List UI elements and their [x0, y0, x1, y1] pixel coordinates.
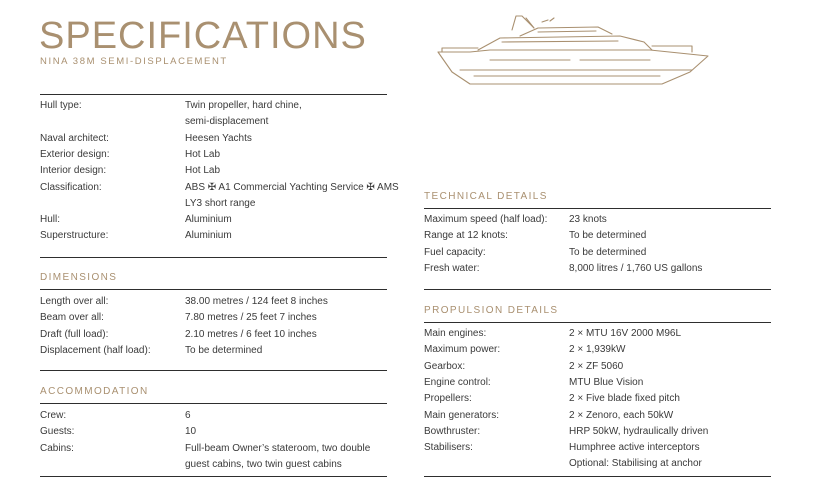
- spec-label: Naval architect:: [40, 132, 109, 144]
- spec-label: Maximum speed (half load):: [424, 214, 548, 225]
- spec-value: 38.00 metres / 124 feet 8 inches: [185, 296, 328, 307]
- spec-value: ABS ✠ A1 Commercial Yachting Service ✠ AMS: [185, 181, 399, 193]
- spec-value: 2 × ZF 5060: [569, 360, 624, 372]
- technical-heading: TECHNICAL DETAILS: [424, 191, 548, 202]
- spec-row: [424, 391, 774, 407]
- spec-value: Hot Lab: [185, 148, 221, 160]
- divider: [40, 370, 387, 371]
- accommodation-heading: ACCOMMODATION: [40, 386, 149, 397]
- spec-row: [424, 228, 774, 244]
- spec-label: Stabilisers:: [424, 442, 473, 454]
- spec-row: [40, 327, 390, 343]
- spec-label: Superstructure:: [40, 230, 109, 242]
- spec-row: [40, 180, 399, 213]
- spec-row: [40, 343, 390, 359]
- spec-label: Classification:: [40, 181, 102, 193]
- spec-label: Guests:: [40, 426, 75, 438]
- spec-label: Beam over all:: [40, 312, 104, 324]
- spec-row: [40, 212, 390, 228]
- spec-value: 2 × 1,939kW: [569, 344, 626, 356]
- spec-row: [424, 245, 774, 261]
- spec-row: [424, 359, 774, 375]
- spec-value: Twin propeller, hard chine,: [185, 100, 302, 111]
- spec-row: [40, 147, 390, 163]
- spec-label: Draft (full load):: [40, 328, 109, 340]
- spec-value: MTU Blue Vision: [569, 376, 644, 388]
- spec-value: Aluminium: [185, 214, 232, 226]
- spec-row: [40, 131, 390, 147]
- spec-label: Engine control:: [424, 376, 491, 388]
- spec-value: 23 knots: [569, 214, 607, 225]
- spec-label: Main generators:: [424, 409, 500, 421]
- spec-row: [424, 261, 774, 277]
- spec-label: Range at 12 knots:: [424, 230, 508, 242]
- divider: [424, 476, 771, 477]
- divider: [40, 403, 387, 404]
- spec-row: [424, 440, 774, 473]
- spec-value: Full-beam Owner’s stateroom, two double: [185, 442, 371, 454]
- spec-row: [424, 375, 774, 391]
- divider: [40, 257, 387, 258]
- divider: [40, 476, 387, 477]
- spec-label: Interior design:: [40, 165, 107, 177]
- spec-value: LY3 short range: [185, 197, 256, 209]
- spec-value: Optional: Stabilising at anchor: [569, 458, 702, 470]
- spec-label: Exterior design:: [40, 148, 110, 160]
- spec-value: Heesen Yachts: [185, 132, 252, 144]
- spec-value: Aluminium: [185, 230, 232, 242]
- spec-value: 2 × Zenoro, each 50kW: [569, 409, 674, 421]
- spec-row: [40, 408, 390, 424]
- spec-label: Length over all:: [40, 296, 109, 307]
- spec-value: semi-displacement: [185, 116, 269, 128]
- spec-row: [40, 228, 390, 244]
- spec-value: 2 × MTU 16V 2000 M96L: [569, 328, 682, 339]
- spec-row: [424, 212, 774, 228]
- spec-value: 2 × Five blade fixed pitch: [569, 393, 680, 405]
- spec-label: Hull:: [40, 214, 61, 226]
- yacht-illustration-icon: [430, 12, 720, 94]
- spec-value: 10: [185, 426, 197, 438]
- divider: [40, 94, 387, 95]
- spec-value: To be determined: [185, 344, 263, 356]
- spec-label: Maximum power:: [424, 344, 501, 356]
- spec-row: [424, 408, 774, 424]
- spec-value: To be determined: [569, 246, 647, 258]
- propulsion-heading: PROPULSION DETAILS: [424, 305, 559, 316]
- spec-value: To be determined: [569, 230, 647, 242]
- spec-row: [424, 424, 774, 440]
- spec-label: Main engines:: [424, 328, 487, 339]
- spec-value: Hot Lab: [185, 165, 221, 177]
- spec-label: Hull type:: [40, 100, 82, 111]
- spec-label: Crew:: [40, 410, 67, 421]
- spec-row: [424, 326, 774, 342]
- spec-label: Fuel capacity:: [424, 246, 486, 258]
- dimensions-heading: DIMENSIONS: [40, 272, 118, 283]
- spec-value: 8,000 litres / 1,760 US gallons: [569, 262, 703, 274]
- spec-row: [40, 441, 390, 474]
- spec-label: Cabins:: [40, 442, 74, 454]
- spec-value: HRP 50kW, hydraulically driven: [569, 425, 709, 437]
- page-subtitle: NINA 38M SEMI-DISPLACEMENT: [40, 56, 228, 67]
- spec-label: Gearbox:: [424, 360, 466, 372]
- spec-value: 6: [185, 410, 191, 421]
- divider: [424, 322, 771, 323]
- spec-row: [40, 294, 390, 310]
- spec-row: [40, 163, 390, 179]
- divider: [424, 289, 771, 290]
- spec-row: [424, 342, 774, 358]
- spec-row: [40, 310, 390, 326]
- spec-value: 7.80 metres / 25 feet 7 inches: [185, 312, 317, 324]
- divider: [424, 208, 771, 209]
- spec-row: [40, 98, 390, 131]
- spec-row: [40, 424, 390, 440]
- spec-value: Humphree active interceptors: [569, 442, 700, 454]
- spec-value: guest cabins, two twin guest cabins: [185, 458, 342, 470]
- spec-label: Bowthruster:: [424, 425, 481, 437]
- spec-label: Displacement (half load):: [40, 344, 151, 356]
- divider: [40, 289, 387, 290]
- page-title: SPECIFICATIONS: [39, 15, 367, 57]
- spec-label: Fresh water:: [424, 262, 480, 274]
- spec-label: Propellers:: [424, 393, 472, 405]
- spec-value: 2.10 metres / 6 feet 10 inches: [185, 328, 317, 340]
